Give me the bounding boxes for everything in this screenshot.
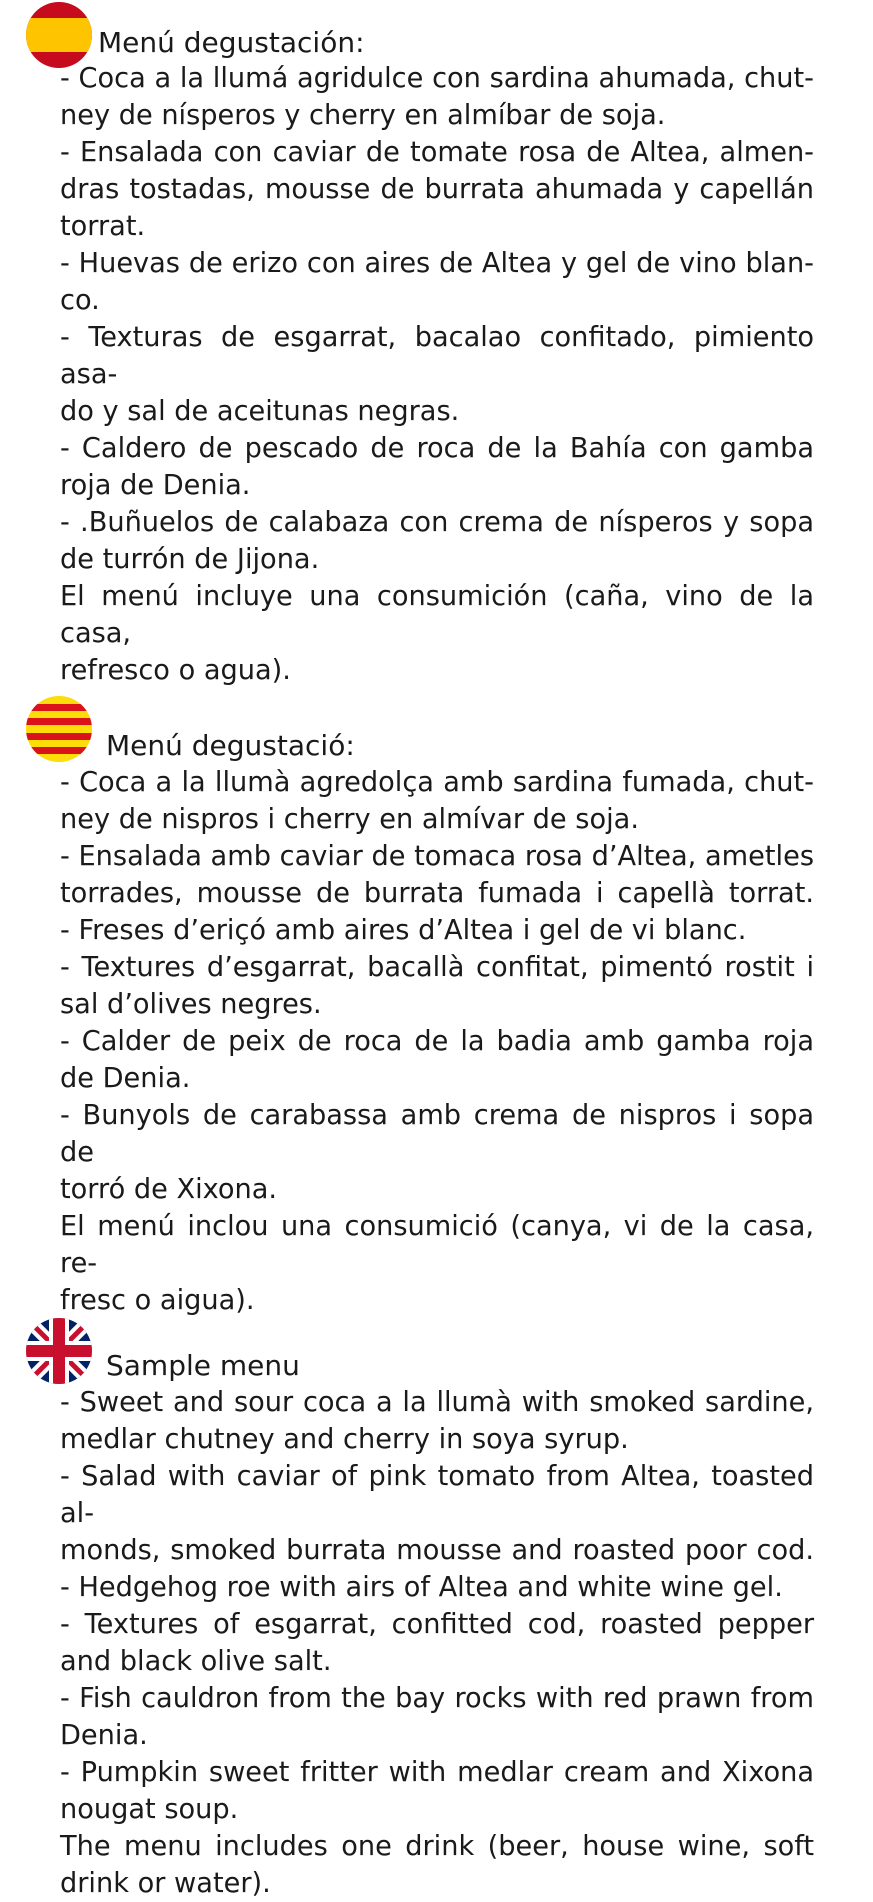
menu-line: - Freses d’eriçó amb aires d’Altea i gel de vi blanc. [60,915,747,946]
menu-line: El menú incluye una consumición (caña, vino de la casa, [60,581,814,649]
menu-line: ney de nísperos y cherry en almíbar de soja. [60,100,666,131]
menu-line: ney de nispros i cherry en almívar de soja. [60,804,639,835]
menu-line: de Denia. [60,1063,191,1094]
menu-line: - Textures d’esgarrat, bacallà confitat, pimentó rostit i [60,952,814,983]
menu-line: torró de Xixona. [60,1174,278,1205]
menu-line: - Ensalada amb caviar de tomaca rosa d’Altea, ametles [60,841,814,872]
uk-flag-icon [26,1318,92,1384]
menu-line: and black olive salt. [60,1646,332,1677]
menu-line: - Texturas de esgarrat, bacalao confitado, pimiento asa- [60,322,814,390]
menu-line: monds, smoked burrata mousse and roasted poor cod. [60,1535,814,1566]
menu-line: medlar chutney and cherry in soya syrup. [60,1424,629,1455]
menu-line: sal d’olives negres. [60,989,322,1020]
menu-line: - Ensalada con caviar de tomate rosa de Altea, almen- [60,137,814,168]
menu-line: co. [60,285,100,316]
menu-line: do y sal de aceitunas negras. [60,396,460,427]
menu-line: refresco o agua). [60,655,291,686]
menu-line: - Hedgehog roe with airs of Altea and white wine gel. [60,1572,783,1603]
menu-items-text [60,60,814,689]
menu-line: El menú inclou una consumició (canya, vi de la casa, re- [60,1211,814,1279]
menu-line: - Coca a la llumá agridulce con sardina ahumada, chut- [60,63,814,94]
menu-line: nougat soup. [60,1794,239,1825]
menu-line: - Salad with caviar of pink tomato from Altea, toasted al- [60,1461,814,1529]
menu-line: - Bunyols de carabassa amb crema de nispros i sopa de [60,1100,814,1168]
menu-line: torrat. [60,211,146,242]
menu-line: torrades, mousse de burrata fumada i capellà torrat. [60,878,814,909]
menu-line: drink or water). [60,1868,271,1899]
menu-line: - Calder de peix de roca de la badia amb gamba roja [60,1026,814,1057]
menu-line: The menu includes one drink (beer, house wine, soft [60,1831,814,1862]
catalonia-flag-icon [26,696,92,762]
section-heading: Sample menu [106,1349,300,1382]
menu-line: de turrón de Jijona. [60,544,320,575]
menu-line: - Huevas de erizo con aires de Altea y gel de vino blan- [60,248,814,279]
menu-line: fresc o aigua). [60,1285,255,1316]
menu-line: - Textures of esgarrat, confitted cod, roasted pepper [60,1609,814,1640]
section-heading: Menú degustació: [106,729,355,762]
menu-line: - .Buñuelos de calabaza con crema de nísperos y sopa [60,507,814,538]
menu-line: - Sweet and sour coca a la llumà with smoked sardine, [60,1387,814,1418]
menu-line: - Caldero de pescado de roca de la Bahía con gamba [60,433,814,464]
menu-line: - Fish cauldron from the bay rocks with red prawn from [60,1683,814,1714]
spain-flag-icon [26,2,92,68]
menu-items-text [60,1384,814,1902]
menu-items-text [60,764,814,1319]
menu-line: - Coca a la llumà agredolça amb sardina fumada, chut- [60,767,814,798]
section-heading: Menú degustación: [98,26,365,59]
menu-line: dras tostadas, mousse de burrata ahumada y capellán [60,174,814,205]
menu-line: Denia. [60,1720,148,1751]
menu-line: roja de Denia. [60,470,251,501]
menu-line: - Pumpkin sweet fritter with medlar cream and Xixona [60,1757,814,1788]
